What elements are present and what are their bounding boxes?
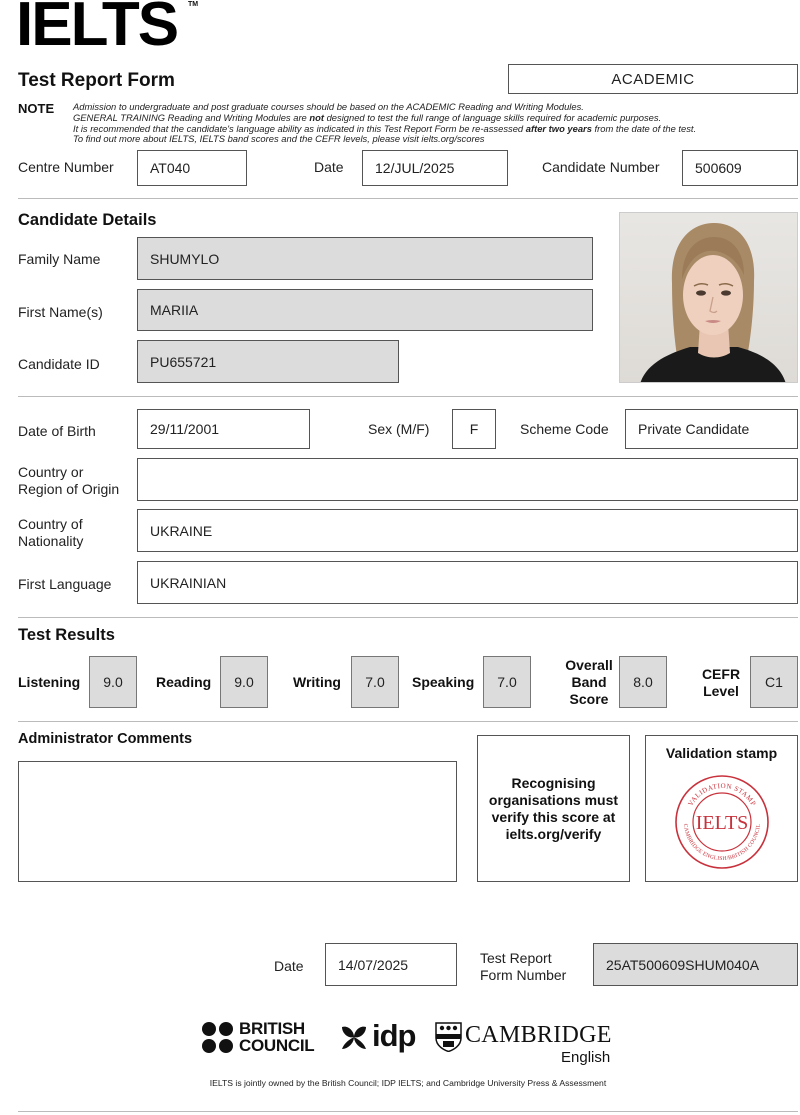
test-results-heading: Test Results	[18, 626, 115, 644]
trademark-mark: TM	[188, 1, 199, 8]
origin-label	[18, 464, 119, 498]
centre-number-label: Centre Number	[18, 159, 114, 175]
cefr-label-line-2: Level	[703, 683, 739, 699]
admin-comments-box	[18, 761, 457, 882]
verify-line-3: verify this score at	[491, 808, 616, 825]
nationality-label-line-2: Nationality	[18, 533, 84, 549]
divider	[18, 396, 798, 397]
british-council-wordmark	[239, 1020, 314, 1054]
issue-date-value: 14/07/2025	[338, 956, 409, 973]
nationality-field	[137, 509, 798, 552]
first-language-label: First Language	[18, 576, 112, 592]
ielts-logo	[16, 0, 177, 58]
cambridge-logo	[435, 1020, 615, 1068]
reading-label: Reading	[156, 674, 212, 690]
candidate-number-value: 500609	[695, 160, 742, 176]
writing-score: 7.0	[351, 656, 399, 708]
candidate-details-heading: Candidate Details	[18, 211, 157, 229]
portrait-image	[620, 213, 798, 383]
note-line-4: To find out more about IELTS, IELTS band scores and the CEFR levels, please visit ielts.org/scores	[73, 133, 485, 145]
test-date-value: 12/JUL/2025	[375, 160, 455, 176]
verify-line-2: organisations must	[488, 791, 619, 808]
overall-label-line-1: Overall	[565, 657, 613, 673]
idp-mark-icon	[338, 1021, 370, 1053]
british-council-line-1: BRITISH	[239, 1019, 305, 1038]
note-label: NOTE	[18, 101, 55, 116]
sex-label: Sex (M/F)	[368, 421, 430, 437]
bottom-divider	[18, 1111, 798, 1112]
speaking-score: 7.0	[483, 656, 531, 708]
british-council-line-2: COUNCIL	[239, 1036, 315, 1055]
note-line-2: GENERAL TRAINING Reading and Writing Modules are not designed to test the full range of language skills required for academic purposes.	[73, 111, 662, 123]
trf-number-field	[593, 943, 798, 986]
ownership-statement: IELTS is jointly owned by the British Council; IDP IELTS; and Cambridge University Press & Assessment	[209, 1078, 607, 1088]
trf-label-line-2: Form Number	[480, 967, 567, 983]
trf-label-line-1: Test Report	[480, 950, 552, 966]
listening-score: 9.0	[89, 656, 137, 708]
first-name-label: First Name(s)	[18, 304, 103, 320]
first-name-value: MARIIA	[150, 302, 199, 318]
cefr-label-line-1: CEFR	[701, 666, 741, 682]
cambridge-shield-icon	[435, 1022, 462, 1052]
module-value: ACADEMIC	[611, 70, 695, 88]
candidate-number-label: Candidate Number	[542, 159, 660, 175]
family-name-value: SHUMYLO	[150, 250, 220, 267]
test-date-label: Date	[314, 159, 344, 175]
overall-label-line-3: Score	[569, 691, 609, 707]
overall-band-label	[563, 657, 615, 708]
cambridge-english-text: English	[561, 1049, 611, 1066]
dob-value: 29/11/2001	[150, 421, 220, 437]
test-date-field	[362, 150, 508, 186]
note-text	[73, 102, 696, 145]
family-name-label: Family Name	[18, 251, 101, 267]
british-council-logo	[201, 1020, 317, 1056]
ielts-logo-text: IELTS	[16, 0, 178, 59]
cambridge-wordmark: CAMBRIDGE	[465, 1022, 612, 1048]
reading-score: 9.0	[220, 656, 268, 708]
overall-band-score: 8.0	[619, 656, 667, 708]
sex-value: F	[469, 421, 479, 437]
centre-number-field	[137, 150, 247, 186]
sex-field	[452, 409, 496, 449]
admin-comments-label: Administrator Comments	[18, 731, 193, 747]
origin-label-line-1: Country or	[18, 464, 84, 480]
issue-date-label: Date	[274, 958, 304, 974]
issue-date-field	[325, 943, 457, 986]
speaking-label: Speaking	[412, 674, 475, 690]
listening-label: Listening	[18, 674, 81, 690]
validation-stamp-seal	[673, 773, 771, 871]
svg-text:VALIDATION STAMP	[687, 782, 758, 808]
candidate-id-value: PU655721	[150, 353, 217, 370]
british-council-dots-icon	[201, 1021, 235, 1055]
centre-number-value: AT040	[150, 160, 191, 176]
divider	[18, 198, 798, 199]
stamp-ring-top: VALIDATION STAMP	[686, 781, 758, 808]
note-line-3: It is recommended that the candidate's language ability as indicated in this Test Report Form be re-assessed after two years from the date of the test.	[73, 122, 697, 134]
family-name-field	[137, 237, 593, 280]
validation-stamp-label: Validation stamp	[665, 745, 778, 761]
candidate-photo	[619, 212, 798, 383]
candidate-number-field	[682, 150, 798, 186]
verify-line-1: Recognising	[511, 774, 596, 791]
nationality-label-line-1: Country of	[18, 516, 83, 532]
trf-number-label	[480, 950, 566, 984]
first-name-field	[137, 289, 593, 331]
verify-box	[477, 735, 630, 882]
cefr-level-label	[700, 666, 742, 700]
validation-stamp-box	[645, 735, 798, 882]
first-language-value: UKRAINIAN	[150, 574, 227, 591]
scheme-code-label: Scheme Code	[520, 421, 609, 437]
dob-field	[137, 409, 310, 449]
candidate-id-label: Candidate ID	[18, 356, 100, 372]
nationality-label	[18, 516, 83, 550]
note-line-1: Admission to undergraduate and post graduate courses should be based on the ACADEMIC Reading and Writing Modules.	[73, 101, 584, 112]
first-language-field	[137, 561, 798, 604]
scheme-code-field	[625, 409, 798, 449]
stamp-text: IELTS	[695, 812, 749, 834]
writing-label: Writing	[293, 674, 341, 690]
scheme-code-value: Private Candidate	[638, 421, 750, 437]
nationality-value: UKRAINE	[150, 522, 213, 539]
dob-label: Date of Birth	[18, 423, 96, 439]
origin-label-line-2: Region of Origin	[18, 481, 120, 497]
module-box	[508, 64, 798, 94]
cefr-level-score: C1	[750, 656, 798, 708]
form-title: Test Report Form	[18, 70, 175, 91]
divider	[18, 617, 798, 618]
idp-logo	[338, 1018, 418, 1056]
candidate-id-field	[137, 340, 399, 383]
overall-label-line-2: Band	[571, 674, 607, 690]
trf-number-value: 25AT500609SHUM040A	[606, 956, 760, 973]
stamp-ring-bottom: CAMBRIDGE ENGLISH/BRITISH COUNCIL	[682, 823, 762, 863]
verify-link[interactable]: ielts.org/verify	[505, 825, 602, 842]
divider	[18, 721, 798, 722]
idp-wordmark: idp	[372, 1018, 416, 1053]
origin-field	[137, 458, 798, 501]
